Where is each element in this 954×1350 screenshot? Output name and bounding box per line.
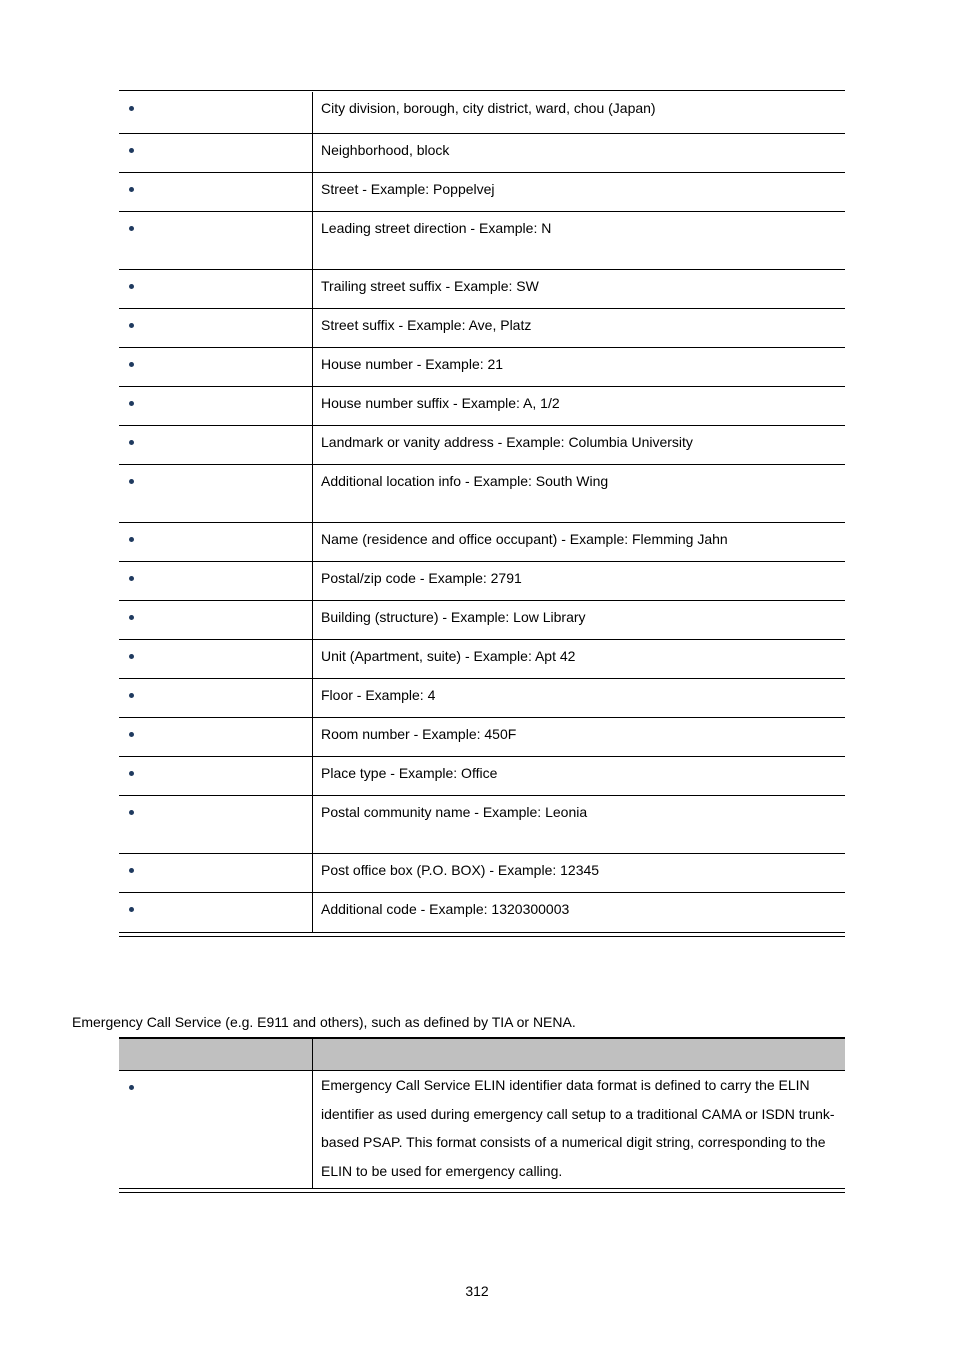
- bullet-icon: [129, 148, 134, 153]
- bullet-icon: [129, 323, 134, 328]
- row-description: Trailing street suffix - Example: SW: [321, 278, 539, 294]
- bullet-icon: [129, 362, 134, 367]
- bullet-icon: [129, 1085, 134, 1090]
- page-number: 312: [465, 1283, 489, 1299]
- bullet-icon: [129, 654, 134, 659]
- row-description: Postal/zip code - Example: 2791: [321, 570, 522, 586]
- table-row: [119, 893, 845, 932]
- table-row: [119, 562, 845, 601]
- row-description: Street - Example: Poppelvej: [321, 181, 495, 197]
- bullet-icon: [129, 187, 134, 192]
- table-row: [119, 387, 845, 426]
- row-description: City division, borough, city district, ward, chou (Japan): [321, 100, 656, 116]
- table-row: [119, 465, 845, 523]
- bullet-icon: [129, 771, 134, 776]
- row-description: Name (residence and office occupant) - Example: Flemming Jahn: [321, 531, 728, 547]
- row-description: Additional location info - Example: South Wing: [321, 473, 609, 489]
- row-description: Leading street direction - Example: N: [321, 220, 552, 236]
- table-row: [119, 270, 845, 309]
- bullet-icon: [129, 226, 134, 231]
- bullet-icon: [129, 907, 134, 912]
- bullet-icon: [129, 401, 134, 406]
- table-row: [119, 173, 845, 212]
- bullet-icon: [129, 615, 134, 620]
- bullet-icon: [129, 106, 134, 111]
- bullet-icon: [129, 732, 134, 737]
- bullet-icon: [129, 810, 134, 815]
- row-description: Emergency Call Service ELIN identifier data format is defined to carry the ELIN identifier as used during emergency call setup to a traditional CAMA or ISDN trunk-based PSAP. This format consists of a numerical digit string, corresponding to the ELIN to be used for emergency calling.: [321, 1077, 835, 1180]
- table-row: [119, 426, 845, 465]
- table-row: [119, 718, 845, 757]
- table-bottom-rule: [119, 932, 845, 937]
- table-row: [119, 601, 845, 640]
- row-description: Unit (Apartment, suite) - Example: Apt 42: [321, 648, 576, 664]
- row-description: Street suffix - Example: Ave, Platz: [321, 317, 532, 333]
- row-description: House number - Example: 21: [321, 356, 504, 372]
- row-description: Building (structure) - Example: Low Library: [321, 609, 586, 625]
- row-description: Postal community name - Example: Leonia: [321, 804, 588, 820]
- bullet-icon: [129, 479, 134, 484]
- table-row: [119, 757, 845, 796]
- elin-table: [119, 1037, 845, 1193]
- bullet-icon: [129, 440, 134, 445]
- row-description: Place type - Example: Office: [321, 765, 498, 781]
- row-description: Neighborhood, block: [321, 142, 450, 158]
- table-row: [119, 348, 845, 387]
- bullet-icon: [129, 868, 134, 873]
- row-description: Post office box (P.O. BOX) - Example: 12345: [321, 862, 600, 878]
- table-row: [119, 92, 845, 134]
- row-description: Room number - Example: 450F: [321, 726, 517, 742]
- table-row: [119, 796, 845, 854]
- table-bottom-rule: [119, 1188, 845, 1193]
- table-row: [119, 1071, 845, 1188]
- bullet-icon: [129, 537, 134, 542]
- row-description: Additional code - Example: 1320300003: [321, 901, 570, 917]
- civic-address-table: [119, 90, 845, 937]
- bullet-icon: [129, 693, 134, 698]
- table-row: [119, 212, 845, 270]
- bullet-icon: [129, 284, 134, 289]
- row-description: Floor - Example: 4: [321, 687, 436, 703]
- table-row: [119, 309, 845, 348]
- table-row: [119, 679, 845, 718]
- table-header: [119, 1037, 845, 1071]
- row-description: House number suffix - Example: A, 1/2: [321, 395, 560, 411]
- table-row: [119, 523, 845, 562]
- table-row: [119, 640, 845, 679]
- section-intro-text: Emergency Call Service (e.g. E911 and others), such as defined by TIA or NENA.: [72, 1014, 576, 1030]
- table-row: [119, 854, 845, 893]
- bullet-icon: [129, 576, 134, 581]
- table-row: [119, 134, 845, 173]
- row-description: Landmark or vanity address - Example: Columbia University: [321, 434, 693, 450]
